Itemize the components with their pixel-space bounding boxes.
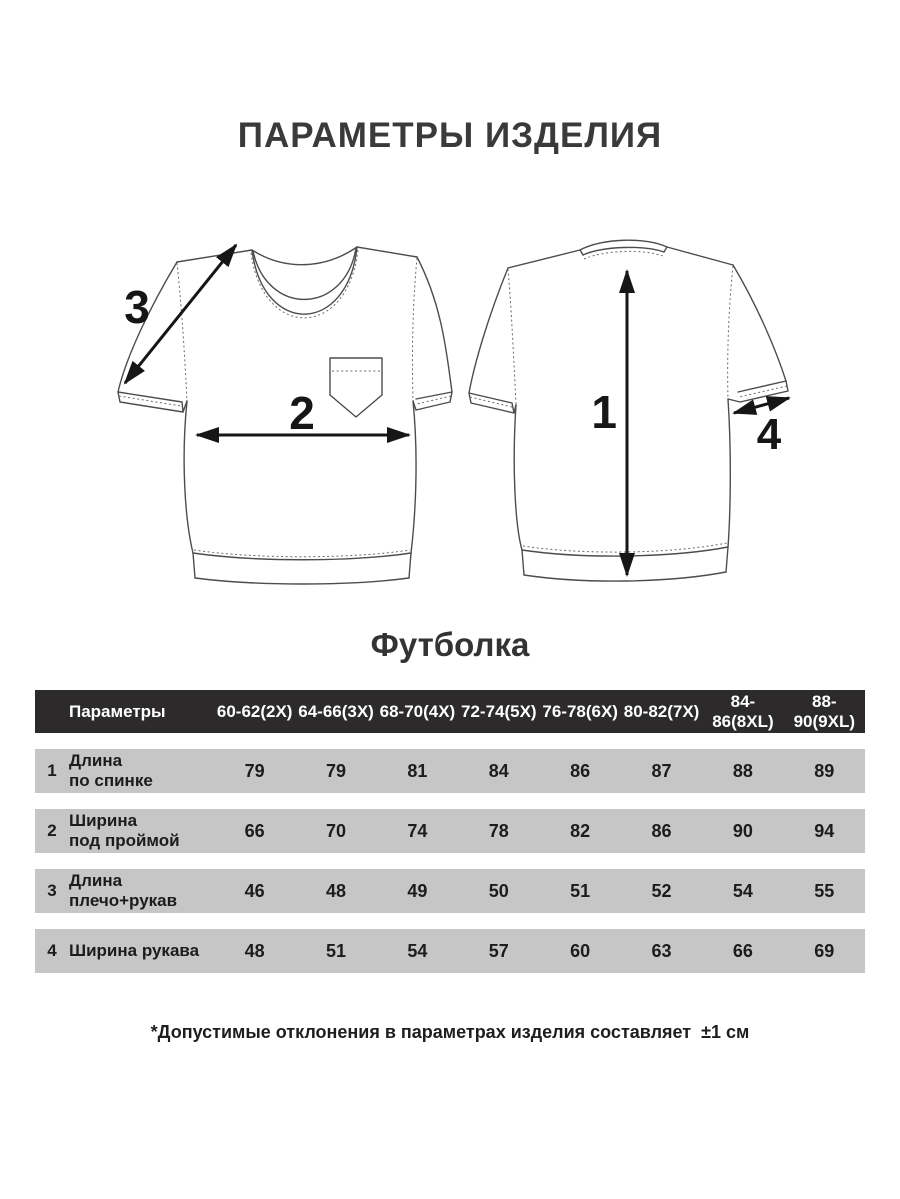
size-value: 51 (326, 940, 347, 961)
row-number: 2 (47, 821, 57, 840)
size-value: 70 (326, 820, 347, 841)
table-row (35, 809, 865, 853)
size-value: 88 (732, 760, 753, 781)
page-title: ПАРАМЕТРЫ ИЗДЕЛИЯ (237, 116, 663, 155)
product-name: Футболка (370, 626, 530, 663)
header-parameters: Параметры (69, 701, 166, 721)
size-value: 63 (651, 940, 672, 961)
size-column-header: 84-86(8XL) (712, 691, 774, 731)
size-value: 51 (570, 880, 591, 901)
size-value: 48 (326, 880, 347, 901)
size-column-header: 80-82(7X) (623, 701, 700, 721)
size-value: 55 (814, 880, 835, 901)
size-column-header: 60-62(2X) (216, 701, 293, 721)
row-label: Длина по спинке (69, 751, 153, 790)
row-label: Ширина под проймой (69, 811, 180, 850)
size-value: 57 (488, 940, 509, 961)
size-value: 78 (488, 820, 509, 841)
size-value: 54 (407, 940, 428, 961)
size-value: 94 (814, 820, 835, 841)
size-value: 60 (570, 940, 591, 961)
size-value: 90 (732, 820, 753, 841)
size-value: 81 (407, 760, 428, 781)
size-value: 52 (651, 880, 672, 901)
size-value: 49 (407, 880, 428, 901)
size-value: 89 (814, 760, 835, 781)
size-value: 66 (244, 820, 265, 841)
front-shirt-outline (118, 247, 452, 584)
size-value: 69 (814, 940, 835, 961)
size-value: 79 (326, 760, 347, 781)
size-column-header: 68-70(4X) (379, 701, 456, 721)
front-shirt-pocket (330, 358, 382, 417)
size-value: 50 (488, 880, 509, 901)
row-number: 1 (47, 761, 57, 780)
row-number: 3 (47, 881, 57, 900)
measure-arrow-sleeve-width (734, 398, 789, 459)
size-value: 54 (732, 880, 753, 901)
size-value: 48 (244, 940, 265, 961)
table-row (35, 869, 865, 913)
size-table (35, 690, 865, 973)
tolerance-footnote: *Допустимые отклонения в параметрах изделия составляет ±1 см (150, 1022, 750, 1042)
measure-label-chest-width: 2 (289, 387, 315, 439)
row-label: Ширина рукава (69, 941, 200, 960)
size-value: 84 (488, 760, 509, 781)
row-number: 4 (47, 941, 57, 960)
measure-label-shoulder-sleeve: 3 (124, 281, 150, 333)
size-value: 79 (244, 760, 265, 781)
size-column-header: 64-66(3X) (298, 701, 374, 721)
tshirt-front-diagram (105, 225, 465, 595)
measure-arrow-back-length (591, 271, 627, 575)
size-value: 87 (651, 760, 672, 781)
size-column-header: 72-74(5X) (461, 701, 537, 721)
size-value: 82 (570, 820, 591, 841)
measure-arrow-shoulder-sleeve (124, 245, 236, 383)
row-label: Длина плечо+рукав (69, 871, 178, 910)
size-column-header: 76-78(6X) (542, 701, 618, 721)
measure-arrow-chest-width (197, 387, 409, 439)
tshirt-back-diagram (460, 225, 815, 595)
size-column-header: 88-90(9XL) (793, 691, 856, 731)
table-row (35, 929, 865, 973)
measure-label-back-length: 1 (591, 386, 617, 438)
size-value: 46 (244, 880, 265, 901)
measure-label-sleeve-width: 4 (756, 410, 782, 459)
size-value: 74 (407, 820, 428, 841)
size-value: 86 (651, 820, 672, 841)
size-value: 86 (570, 760, 591, 781)
size-table-header (35, 690, 865, 733)
table-row (35, 749, 865, 793)
size-value: 66 (732, 940, 753, 961)
